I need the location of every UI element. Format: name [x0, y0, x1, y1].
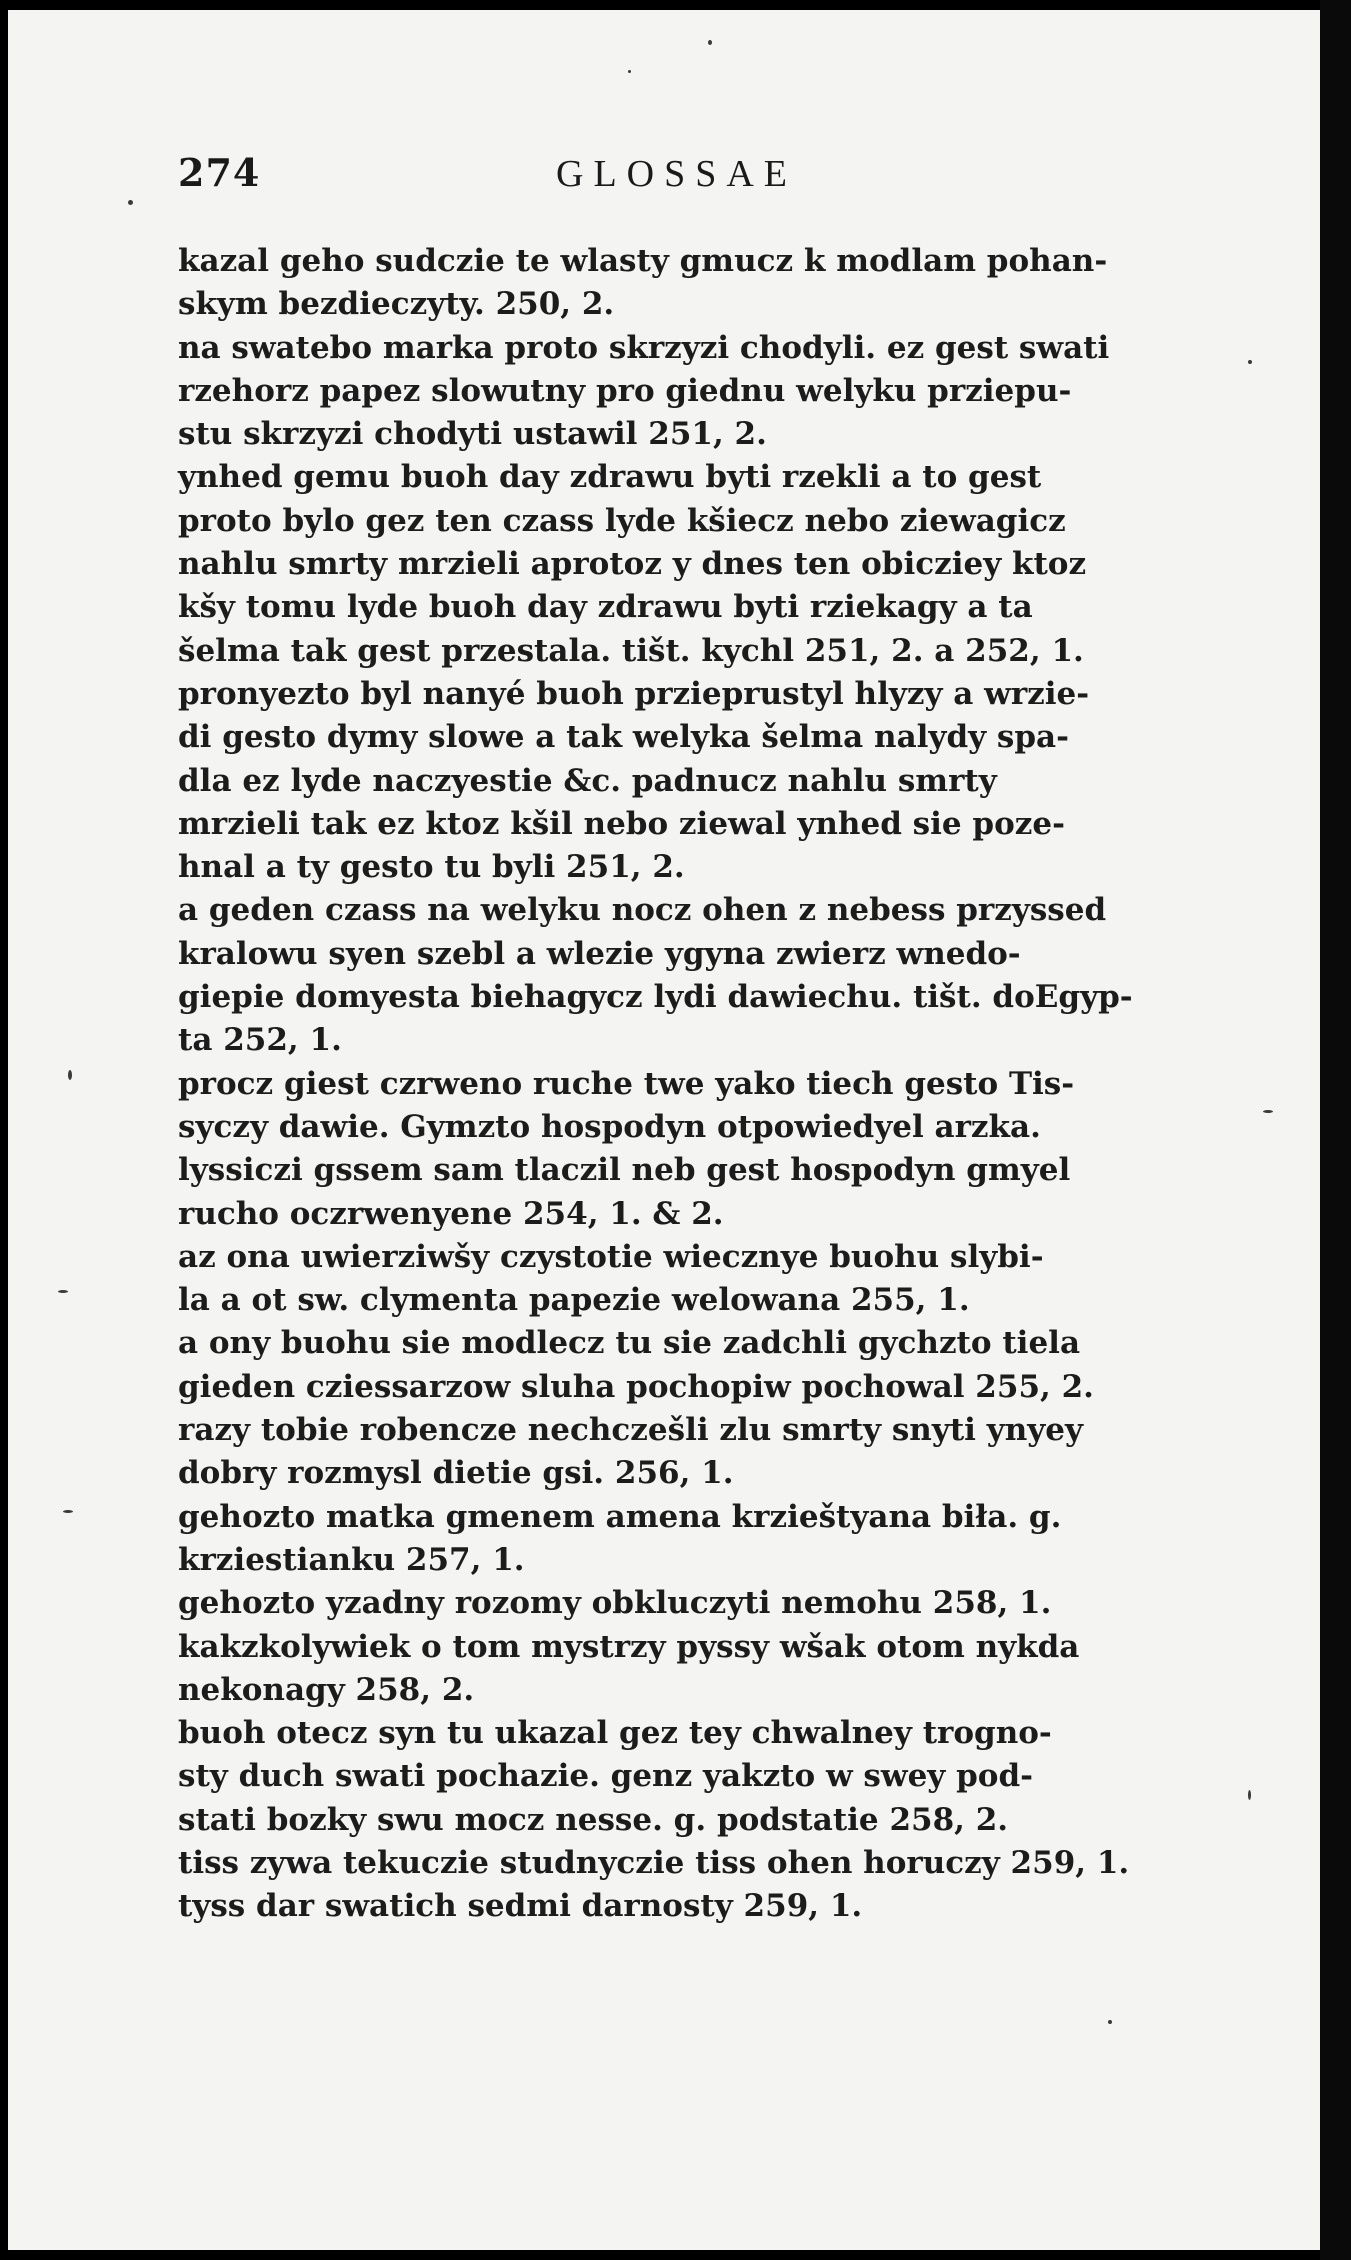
glossary-entry: [178, 327, 1218, 457]
text-line: lyssiczi gssem sam tlaczil neb gest hospodyn gmyel: [178, 1152, 1071, 1189]
glossary-entry: [178, 1409, 1218, 1496]
glossary-text: [178, 240, 1218, 1929]
text-line: nahlu smrty mrzieli aprotoz y dnes ten obicziey ktoz: [178, 546, 1087, 583]
glossary-entry: [178, 1322, 1218, 1409]
glossary-entry: [178, 1582, 1218, 1625]
page-number: 274: [178, 150, 261, 195]
scan-speck: [68, 1070, 72, 1080]
text-line: di gesto dymy slowe a tak welyka šelma nalydy spa-: [178, 719, 1070, 756]
text-line: a geden czass na welyku nocz ohen z nebess przyssed: [178, 892, 1107, 929]
text-line: a ony buohu sie modlecz tu sie zadchli gychzto tiela: [178, 1325, 1081, 1362]
text-line: rucho oczrwenyene 254, 1. & 2.: [178, 1195, 724, 1232]
text-line: dla ez lyde naczyestie &c. padnucz nahlu smrty: [178, 762, 997, 799]
text-line: krziestianku 257, 1.: [178, 1541, 525, 1578]
glossary-entry: [178, 1885, 1218, 1928]
text-line: hnal a ty gesto tu byli 251, 2.: [178, 849, 685, 886]
text-line: gieden cziessarzow sluha pochopiw pochowal 255, 2.: [178, 1368, 1094, 1405]
page-header: [8, 150, 1320, 210]
text-line: skym bezdieczyty. 250, 2.: [178, 286, 615, 323]
running-title: GLOSSAE: [556, 153, 798, 195]
text-line: stu skrzyzi chodyti ustawil 251, 2.: [178, 416, 767, 453]
glossary-entry: [178, 673, 1218, 889]
text-line: kralowu syen szebl a wlezie ygyna zwierz wnedo-: [178, 935, 1021, 972]
scan-speck: [128, 200, 133, 205]
text-line: kšy tomu lyde buoh day zdrawu byti rziekagy a ta: [178, 589, 1033, 626]
glossary-entry: [178, 1063, 1218, 1236]
text-line: nekonagy 258, 2.: [178, 1671, 475, 1708]
text-line: tiss zywa tekuczie studnyczie tiss ohen horuczy 259, 1.: [178, 1844, 1130, 1881]
text-line: rzehorz papez slowutny pro giednu welyku prziepu-: [178, 372, 1072, 409]
text-line: tyss dar swatich sedmi darnosty 259, 1.: [178, 1888, 863, 1925]
text-line: la a ot sw. clymenta papezie welowana 255, 1.: [178, 1282, 970, 1319]
scan-speck: [1263, 1110, 1273, 1113]
scan-speck: [1108, 2020, 1112, 2024]
text-line: sty duch swati pochazie. genz yakzto w swey pod-: [178, 1758, 1033, 1795]
text-line: buoh otecz syn tu ukazal gez tey chwalney trogno-: [178, 1715, 1052, 1752]
text-line: gehozto matka gmenem amena krzieštyana biła. g.: [178, 1498, 1062, 1535]
scan-speck: [1248, 360, 1252, 364]
text-line: kakzkolywiek o tom mystrzy pyssy wšak otom nykda: [178, 1628, 1080, 1665]
text-line: pronyezto byl nanyé buoh przieprustyl hlyzy a wrzie-: [178, 675, 1090, 712]
scan-speck: [628, 70, 631, 73]
text-line: procz giest czrweno ruche twe yako tiech gesto Tis-: [178, 1065, 1075, 1102]
text-line: šelma tak gest przestala. tišt. kychl 251, 2. a 252, 1.: [178, 632, 1084, 669]
scan-speck: [708, 40, 712, 45]
text-line: ta 252, 1.: [178, 1022, 342, 1059]
glossary-entry: [178, 1842, 1218, 1885]
text-line: dobry rozmysl dietie gsi. 256, 1.: [178, 1455, 734, 1492]
scan-speck: [1248, 1790, 1251, 1800]
glossary-entry: [178, 1626, 1218, 1713]
glossary-entry: [178, 456, 1218, 672]
glossary-entry: [178, 889, 1218, 1062]
text-line: giepie domyesta biehagycz lydi dawiechu. tišt. doEgyp-: [178, 979, 1133, 1016]
glossary-entry: [178, 1236, 1218, 1323]
glossary-entry: [178, 1496, 1218, 1583]
text-line: ynhed gemu buoh day zdrawu byti rzekli a to gest: [178, 459, 1042, 496]
page-edge-shadow: [1320, 0, 1351, 2260]
glossary-entry: [178, 240, 1218, 327]
text-line: na swatebo marka proto skrzyzi chodyli. ez gest swati: [178, 329, 1110, 366]
text-line: gehozto yzadny rozomy obkluczyti nemohu 258, 1.: [178, 1585, 1052, 1622]
text-line: mrzieli tak ez ktoz kšil nebo ziewal ynhed sie poze-: [178, 805, 1065, 842]
text-line: syczy dawie. Gymzto hospodyn otpowiedyel arzka.: [178, 1108, 1041, 1145]
text-line: az ona uwierziwšy czystotie wiecznye buohu slybi-: [178, 1238, 1044, 1275]
book-page: [8, 10, 1320, 2250]
text-line: proto bylo gez ten czass lyde kšiecz nebo ziewagicz: [178, 502, 1066, 539]
scan-speck: [58, 1290, 68, 1293]
scan-speck: [63, 1510, 73, 1513]
text-line: razy tobie robencze nechczešli zlu smrty snyti ynyey: [178, 1412, 1084, 1449]
text-line: stati bozky swu mocz nesse. g. podstatie 258, 2.: [178, 1801, 1009, 1838]
text-line: kazal geho sudczie te wlasty gmucz k modlam pohan-: [178, 243, 1108, 279]
glossary-entry: [178, 1712, 1218, 1842]
